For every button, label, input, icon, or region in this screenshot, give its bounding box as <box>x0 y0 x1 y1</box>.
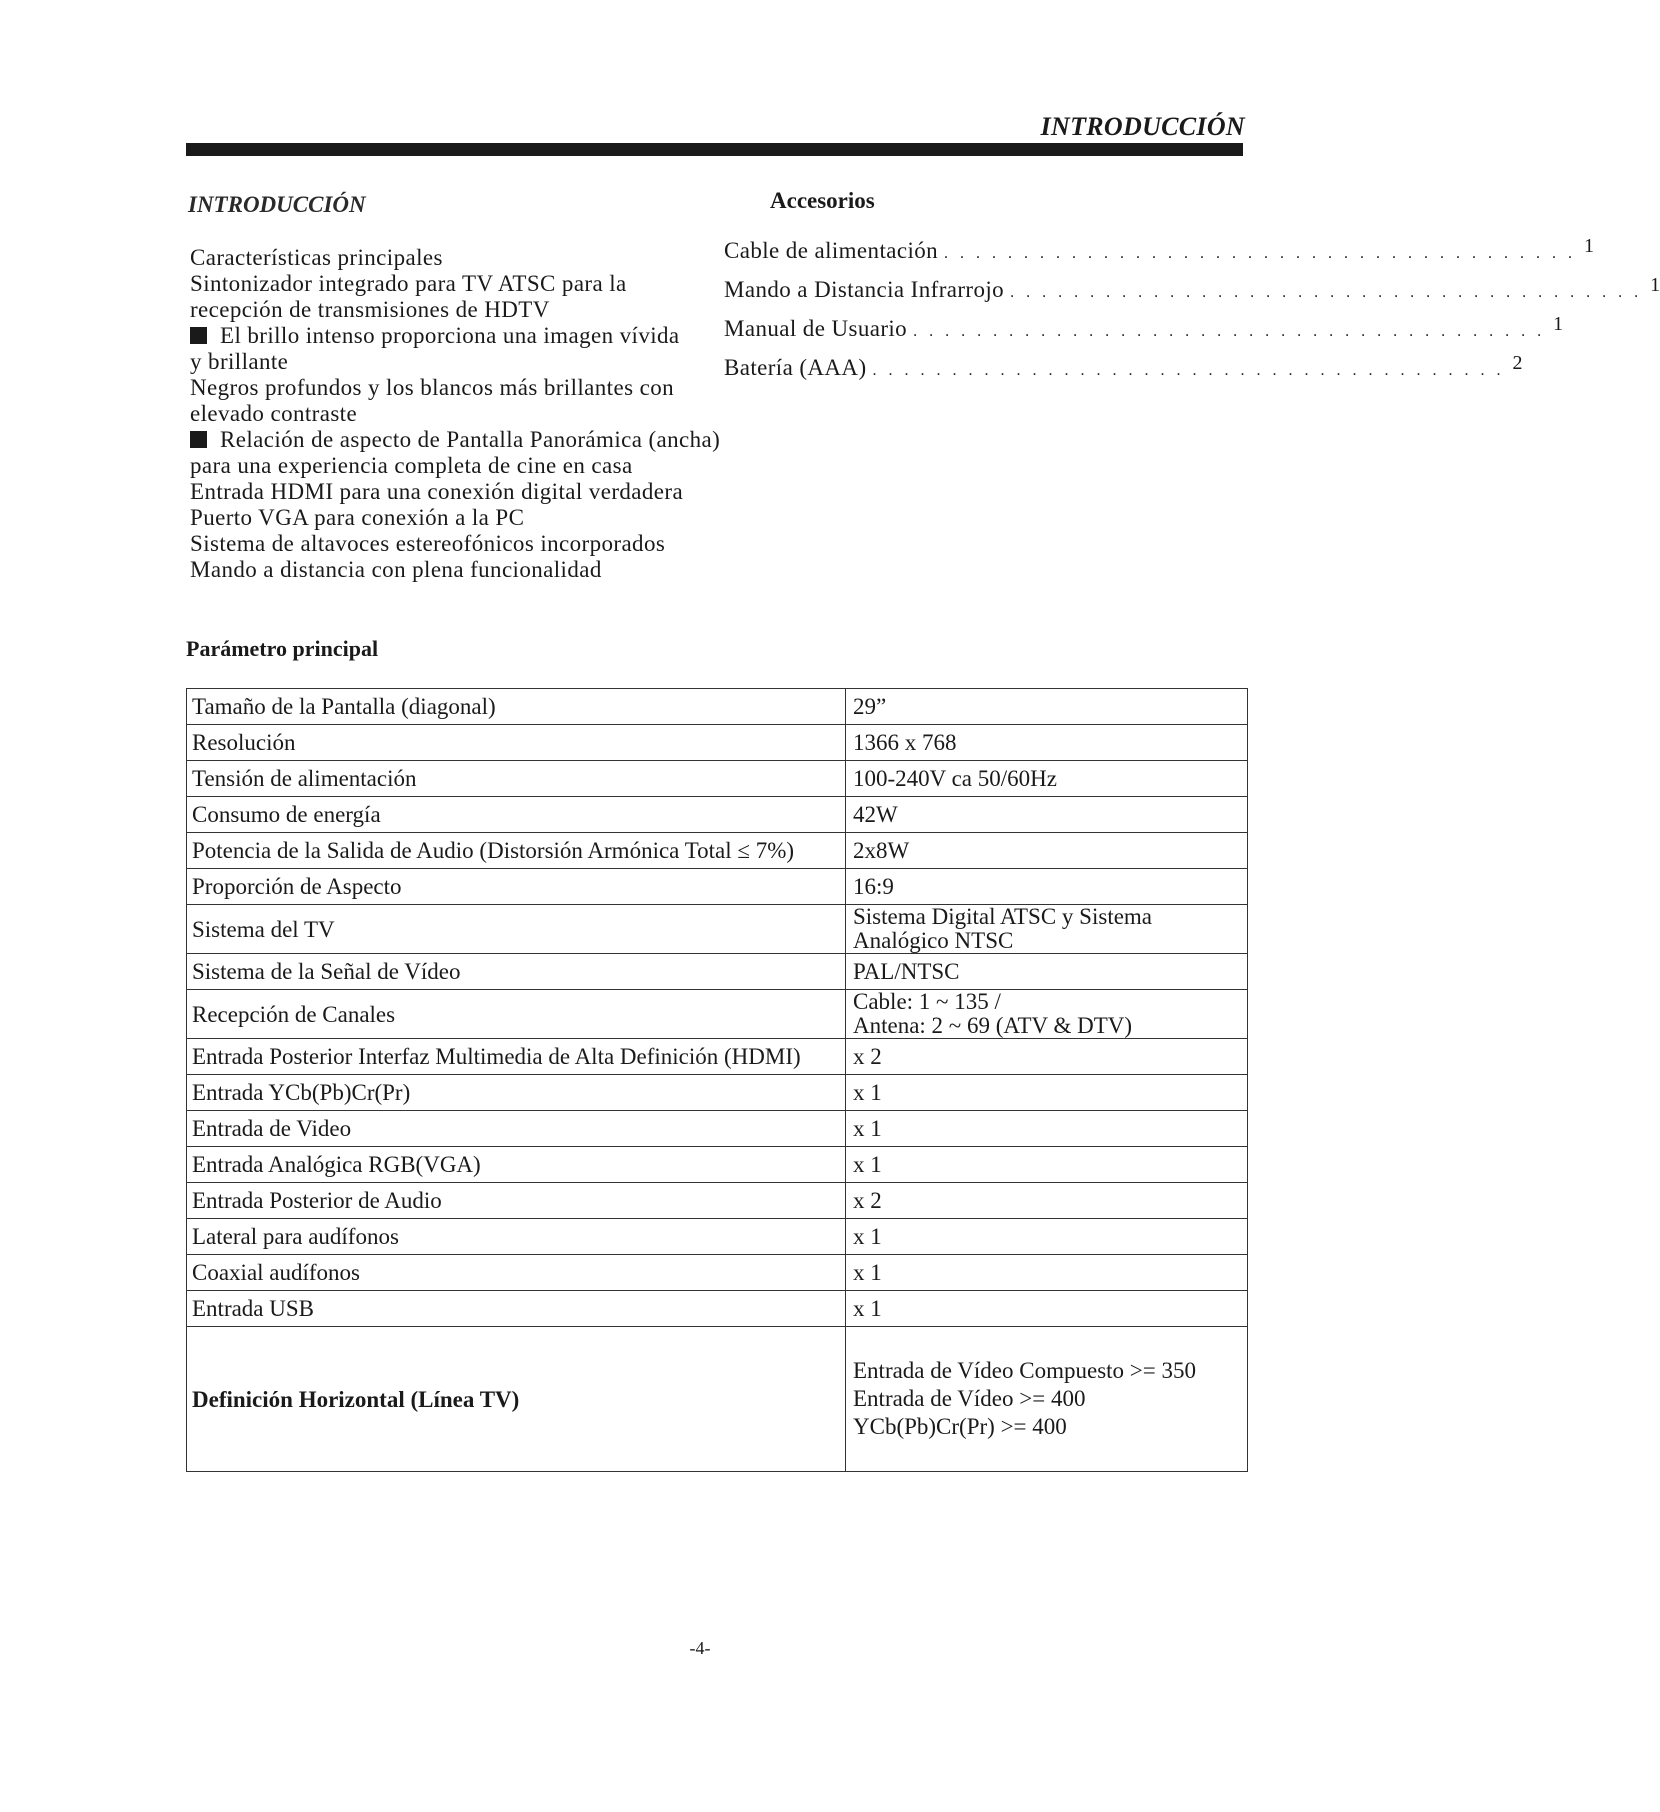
param-value <box>846 990 1248 1039</box>
param-value <box>846 1327 1248 1472</box>
param-label: Resolución <box>187 725 846 761</box>
feature-line <box>190 297 750 323</box>
intro-heading: INTRODUCCIÓN <box>188 192 366 217</box>
accessory-item <box>724 274 1660 316</box>
feature-text: recepción de transmisiones de HDTV <box>190 297 550 322</box>
param-value-line: Entrada de Vídeo Compuesto >= 350 <box>853 1358 1196 1383</box>
param-label: Lateral para audífonos <box>187 1219 846 1255</box>
accessory-qty: 1 <box>1650 274 1660 296</box>
feature-text: Puerto VGA para conexión a la PC <box>190 505 525 530</box>
square-bullet-icon <box>190 327 207 344</box>
param-value-line: Entrada de Vídeo >= 400 <box>853 1386 1086 1411</box>
param-value-line: x 1 <box>853 1116 882 1141</box>
feature-line <box>190 271 750 297</box>
feature-text: elevado contraste <box>190 401 358 426</box>
header-rule <box>186 143 1243 156</box>
param-label: Potencia de la Salida de Audio (Distorsión Armónica Total ≤ 7%) <box>187 833 846 869</box>
param-value-line: Antena: 2 ~ 69 (ATV & DTV) <box>853 1013 1133 1038</box>
param-value-line: x 1 <box>853 1224 882 1249</box>
table-row <box>187 1075 1248 1111</box>
table-row <box>187 1039 1248 1075</box>
feature-line <box>190 505 750 531</box>
param-value-line: x 1 <box>853 1260 882 1285</box>
param-value-line: PAL/NTSC <box>853 959 960 984</box>
param-label: Tensión de alimentación <box>187 761 846 797</box>
param-value-line: Analógico NTSC <box>853 928 1014 953</box>
table-row <box>187 990 1248 1039</box>
param-label: Entrada Posterior de Audio <box>187 1183 846 1219</box>
feature-line <box>190 557 750 583</box>
param-value-line: x 1 <box>853 1080 882 1105</box>
feature-text: Sistema de altavoces estereofónicos incorporados <box>190 531 666 556</box>
param-value <box>846 797 1248 833</box>
param-value <box>846 905 1248 954</box>
table-row <box>187 1327 1248 1472</box>
param-value-line: x 2 <box>853 1188 882 1213</box>
table-row <box>187 689 1248 725</box>
param-value <box>846 1291 1248 1327</box>
param-value <box>846 1039 1248 1075</box>
table-row <box>187 954 1248 990</box>
param-value-line: x 2 <box>853 1044 882 1069</box>
param-value <box>846 725 1248 761</box>
param-value <box>846 869 1248 905</box>
dot-leader: . . . . . . . . . . . . . . . . . . . . . . . . . . . . . . . . . . . . . . . . <box>944 245 1577 262</box>
param-value <box>846 689 1248 725</box>
param-value-line: 42W <box>853 802 898 827</box>
feature-text: para una experiencia completa de cine en casa <box>190 453 633 478</box>
feature-text: y brillante <box>190 349 289 374</box>
accessories-heading: Accesorios <box>770 188 875 213</box>
table-row <box>187 1219 1248 1255</box>
param-label: Entrada Analógica RGB(VGA) <box>187 1147 846 1183</box>
param-value-line: Cable: 1 ~ 135 / <box>853 989 1001 1014</box>
param-label: Definición Horizontal (Línea TV) <box>187 1327 846 1472</box>
table-row <box>187 797 1248 833</box>
feature-line <box>190 479 750 505</box>
param-value-line: Sistema Digital ATSC y Sistema <box>853 904 1153 929</box>
param-value-line: 100-240V ca 50/60Hz <box>853 766 1057 791</box>
feature-line <box>190 375 750 401</box>
param-value-line: 16:9 <box>853 874 894 899</box>
feature-text: El brillo intenso proporciona una imagen vívida <box>220 323 680 348</box>
param-value <box>846 1183 1248 1219</box>
table-row <box>187 1111 1248 1147</box>
accessory-name: Batería (AAA) <box>724 355 867 380</box>
dot-leader: . . . . . . . . . . . . . . . . . . . . . . . . . . . . . . . . . . . . . . . . <box>1010 284 1643 301</box>
accessories-list <box>724 235 1660 394</box>
param-label: Coaxial audífonos <box>187 1255 846 1291</box>
param-label: Sistema de la Señal de Vídeo <box>187 954 846 990</box>
dot-leader: . . . . . . . . . . . . . . . . . . . . . . . . . . . . . . . . . . . . . . . . <box>913 323 1546 340</box>
param-value <box>846 1075 1248 1111</box>
feature-text: Mando a distancia con plena funcionalidad <box>190 557 602 582</box>
table-row <box>187 725 1248 761</box>
accessory-name: Mando a Distancia Infrarrojo <box>724 277 1005 302</box>
param-value-line: x 1 <box>853 1296 882 1321</box>
features-list <box>190 245 750 583</box>
table-row <box>187 833 1248 869</box>
section-title: INTRODUCCIÓN <box>1040 112 1245 141</box>
feature-line <box>190 245 750 271</box>
accessory-item <box>724 352 1523 394</box>
accessory-name: Cable de alimentación <box>724 238 939 263</box>
table-row <box>187 1291 1248 1327</box>
param-label: Entrada USB <box>187 1291 846 1327</box>
param-value-line: x 1 <box>853 1152 882 1177</box>
dot-leader: . . . . . . . . . . . . . . . . . . . . . . . . . . . . . . . . . . . . . . . . <box>872 362 1505 379</box>
feature-text: Negros profundos y los blancos más brillantes con <box>190 375 674 400</box>
param-label: Tamaño de la Pantalla (diagonal) <box>187 689 846 725</box>
param-value <box>846 1147 1248 1183</box>
feature-text: Entrada HDMI para una conexión digital verdadera <box>190 479 684 504</box>
feature-line <box>190 453 750 479</box>
table-row <box>187 1255 1248 1291</box>
param-value <box>846 954 1248 990</box>
param-label: Proporción de Aspecto <box>187 869 846 905</box>
param-value <box>846 833 1248 869</box>
param-value <box>846 1255 1248 1291</box>
param-value-line: YCb(Pb)Cr(Pr) >= 400 <box>853 1414 1067 1439</box>
parameters-table <box>186 688 1248 1472</box>
accessory-qty: 1 <box>1584 235 1595 257</box>
param-label: Consumo de energía <box>187 797 846 833</box>
param-label: Entrada de Video <box>187 1111 846 1147</box>
feature-line <box>190 531 750 557</box>
accessory-qty: 1 <box>1553 313 1564 335</box>
param-label: Recepción de Canales <box>187 990 846 1039</box>
accessory-name: Manual de Usuario <box>724 316 908 341</box>
feature-text: Sintonizador integrado para TV ATSC para la <box>190 271 627 296</box>
param-label: Entrada YCb(Pb)Cr(Pr) <box>187 1075 846 1111</box>
table-row <box>187 905 1248 954</box>
param-value <box>846 1219 1248 1255</box>
feature-text: Características principales <box>190 245 443 270</box>
feature-line <box>190 427 750 453</box>
accessory-qty: 2 <box>1512 352 1523 374</box>
param-label: Entrada Posterior Interfaz Multimedia de Alta Definición (HDMI) <box>187 1039 846 1075</box>
feature-line <box>190 401 750 427</box>
table-row <box>187 869 1248 905</box>
param-value <box>846 1111 1248 1147</box>
feature-text: Relación de aspecto de Pantalla Panorámica (ancha) <box>220 427 721 452</box>
param-value-line: 29” <box>853 694 887 719</box>
accessory-item <box>724 235 1595 277</box>
param-value-line: 2x8W <box>853 838 910 863</box>
param-value-line: 1366 x 768 <box>853 730 957 755</box>
param-label: Sistema del TV <box>187 905 846 954</box>
parameters-heading: Parámetro principal <box>186 636 379 661</box>
table-row <box>187 761 1248 797</box>
feature-line <box>190 323 750 349</box>
accessory-item <box>724 313 1564 355</box>
table-row <box>187 1183 1248 1219</box>
table-row <box>187 1147 1248 1183</box>
page-number: -4- <box>689 1638 711 1658</box>
square-bullet-icon <box>190 431 207 448</box>
feature-line <box>190 349 750 375</box>
param-value <box>846 761 1248 797</box>
